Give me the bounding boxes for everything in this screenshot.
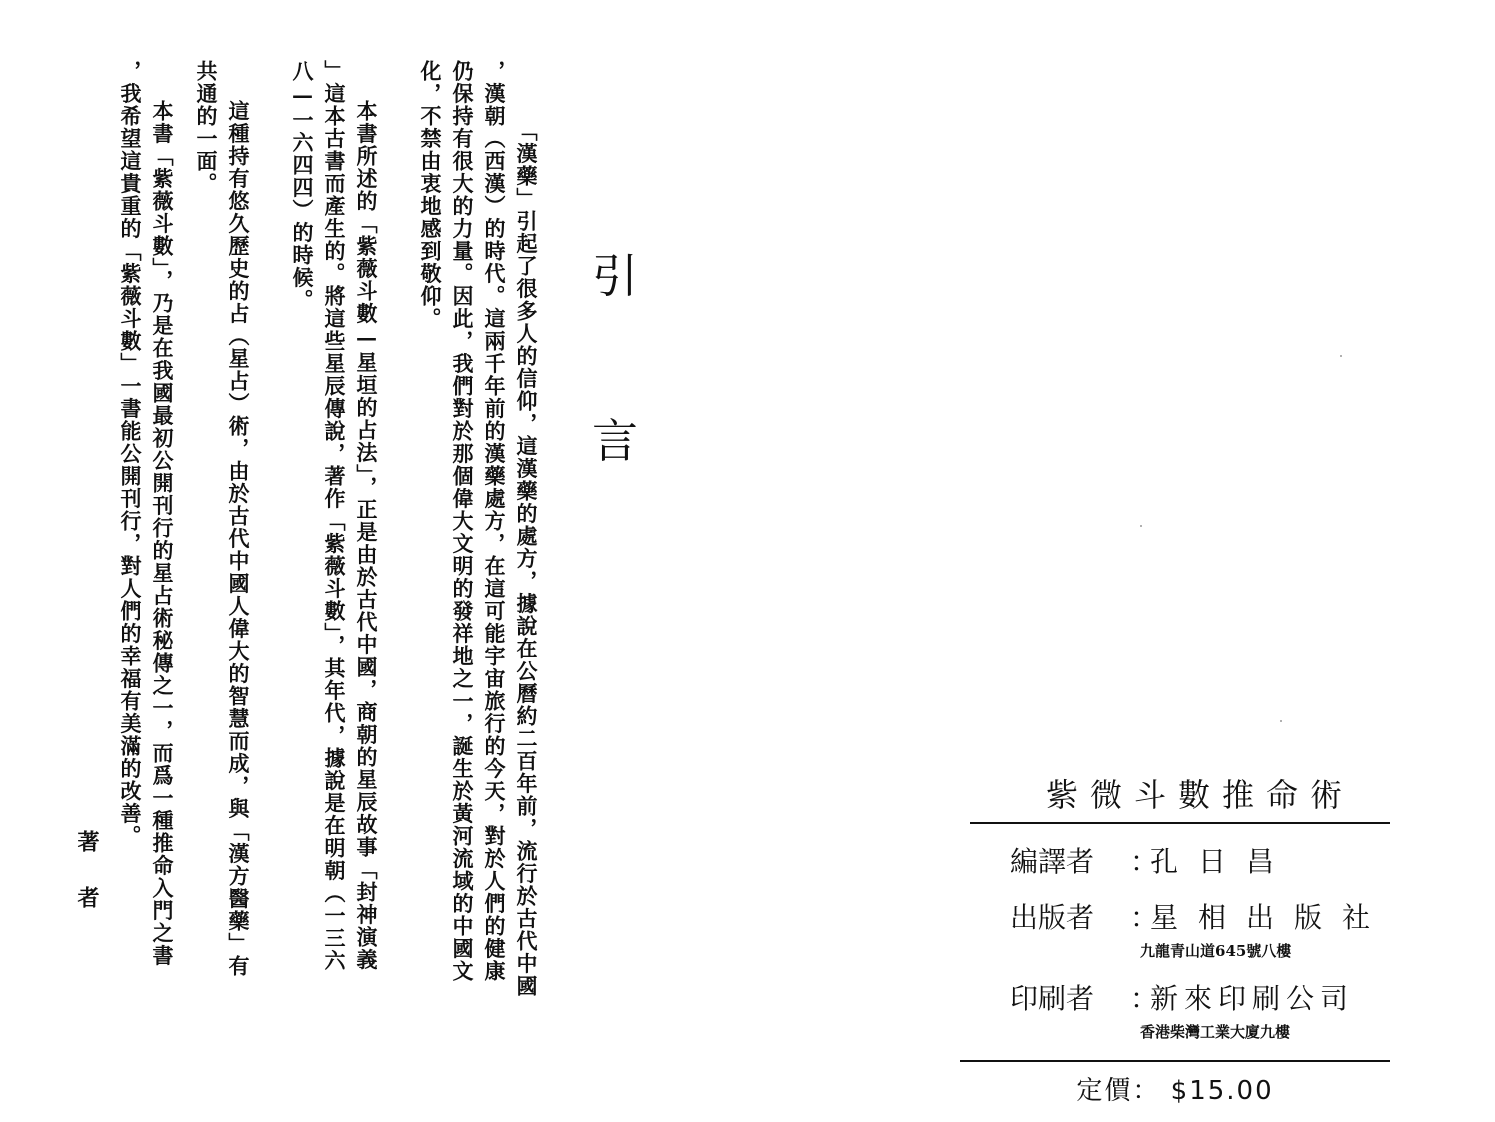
preface-column-7: 八—一六四四）的時候。 bbox=[290, 60, 315, 312]
translator-colon: ： bbox=[1130, 845, 1159, 878]
translator-value: 孔日昌 bbox=[1150, 845, 1295, 878]
translator-label: 編譯者 bbox=[1010, 845, 1095, 878]
printer-colon: ： bbox=[1130, 982, 1159, 1015]
publisher-colon: ： bbox=[1129, 901, 1158, 934]
preface-column-4: 化，不禁由衷地感到敬仰。 bbox=[418, 60, 443, 330]
preface-column-8: 這種持有悠久歷史的占（星占）術，由於古代中國人偉大的智慧而成，與「漢方醫藥」有 bbox=[226, 100, 251, 978]
preface-column-3: 仍保持有很大的力量。因此，我們對於那個偉大文明的發祥地之一，誕生於黃河流域的中國文 bbox=[450, 60, 475, 983]
preface-column-2: ，漢朝（西漢）的時代。這兩千年前的漢藥處方，在這可能宇宙旅行的今天，對於人們的健康 bbox=[482, 60, 507, 983]
scan-speck bbox=[1340, 355, 1342, 357]
preface-signature: 著者 bbox=[74, 830, 100, 942]
publisher-value: 星相出版社 bbox=[1149, 901, 1390, 934]
scan-speck bbox=[1280, 720, 1282, 722]
publisher-label: 出版者 bbox=[1010, 901, 1095, 934]
preface-column-5: 本書所述的「紫薇斗數—星垣的占法」，正是由於古代中國，商朝的星辰故事「封神演義 bbox=[354, 100, 379, 971]
colophon bbox=[960, 770, 1390, 1107]
preface-column-9: 共通的一面。 bbox=[194, 60, 219, 195]
preface-column-11: ，我希望這貴重的「紫薇斗數」一書能公開刊行，對人們的幸福有美滿的改善。 bbox=[118, 60, 143, 848]
scan-speck bbox=[1140, 525, 1142, 527]
price-label: 定價 bbox=[1076, 1076, 1133, 1106]
publisher-row bbox=[960, 896, 1390, 936]
price-row bbox=[960, 1060, 1390, 1107]
printer-row bbox=[960, 977, 1390, 1017]
colophon-page bbox=[760, 0, 1495, 1122]
printer-value: 新來印刷公司 bbox=[1150, 982, 1355, 1015]
publisher-address: 九龍青山道645號八樓 bbox=[1140, 942, 1292, 960]
translator-row bbox=[960, 840, 1390, 880]
book-title: 紫微斗數推命術 bbox=[970, 770, 1390, 824]
preface-column-6: 」這本古書而產生的。將這些星辰傳說，著作「紫薇斗數」，其年代，據說是在明朝（一三六 bbox=[322, 60, 347, 972]
preface-column-10: 本書「紫薇斗數」，乃是在我國最初公開刊行的星占術秘傳之一，而爲一種推命入門之書 bbox=[150, 100, 175, 967]
price-value: $15.00 bbox=[1170, 1076, 1274, 1106]
price-colon: ： bbox=[1132, 1076, 1161, 1106]
preface-title-char-2: 言 bbox=[592, 414, 638, 468]
preface-column-1: 「漢藥」引起了很多人的信仰，這漢藥的處方，據說在公曆約二百年前，流行於古代中國 bbox=[514, 120, 539, 998]
printer-address: 香港柴灣工業大廈九樓 bbox=[1140, 1023, 1291, 1041]
preface-title-char-1: 引 bbox=[592, 249, 638, 303]
printer-label: 印刷者 bbox=[1010, 982, 1095, 1015]
